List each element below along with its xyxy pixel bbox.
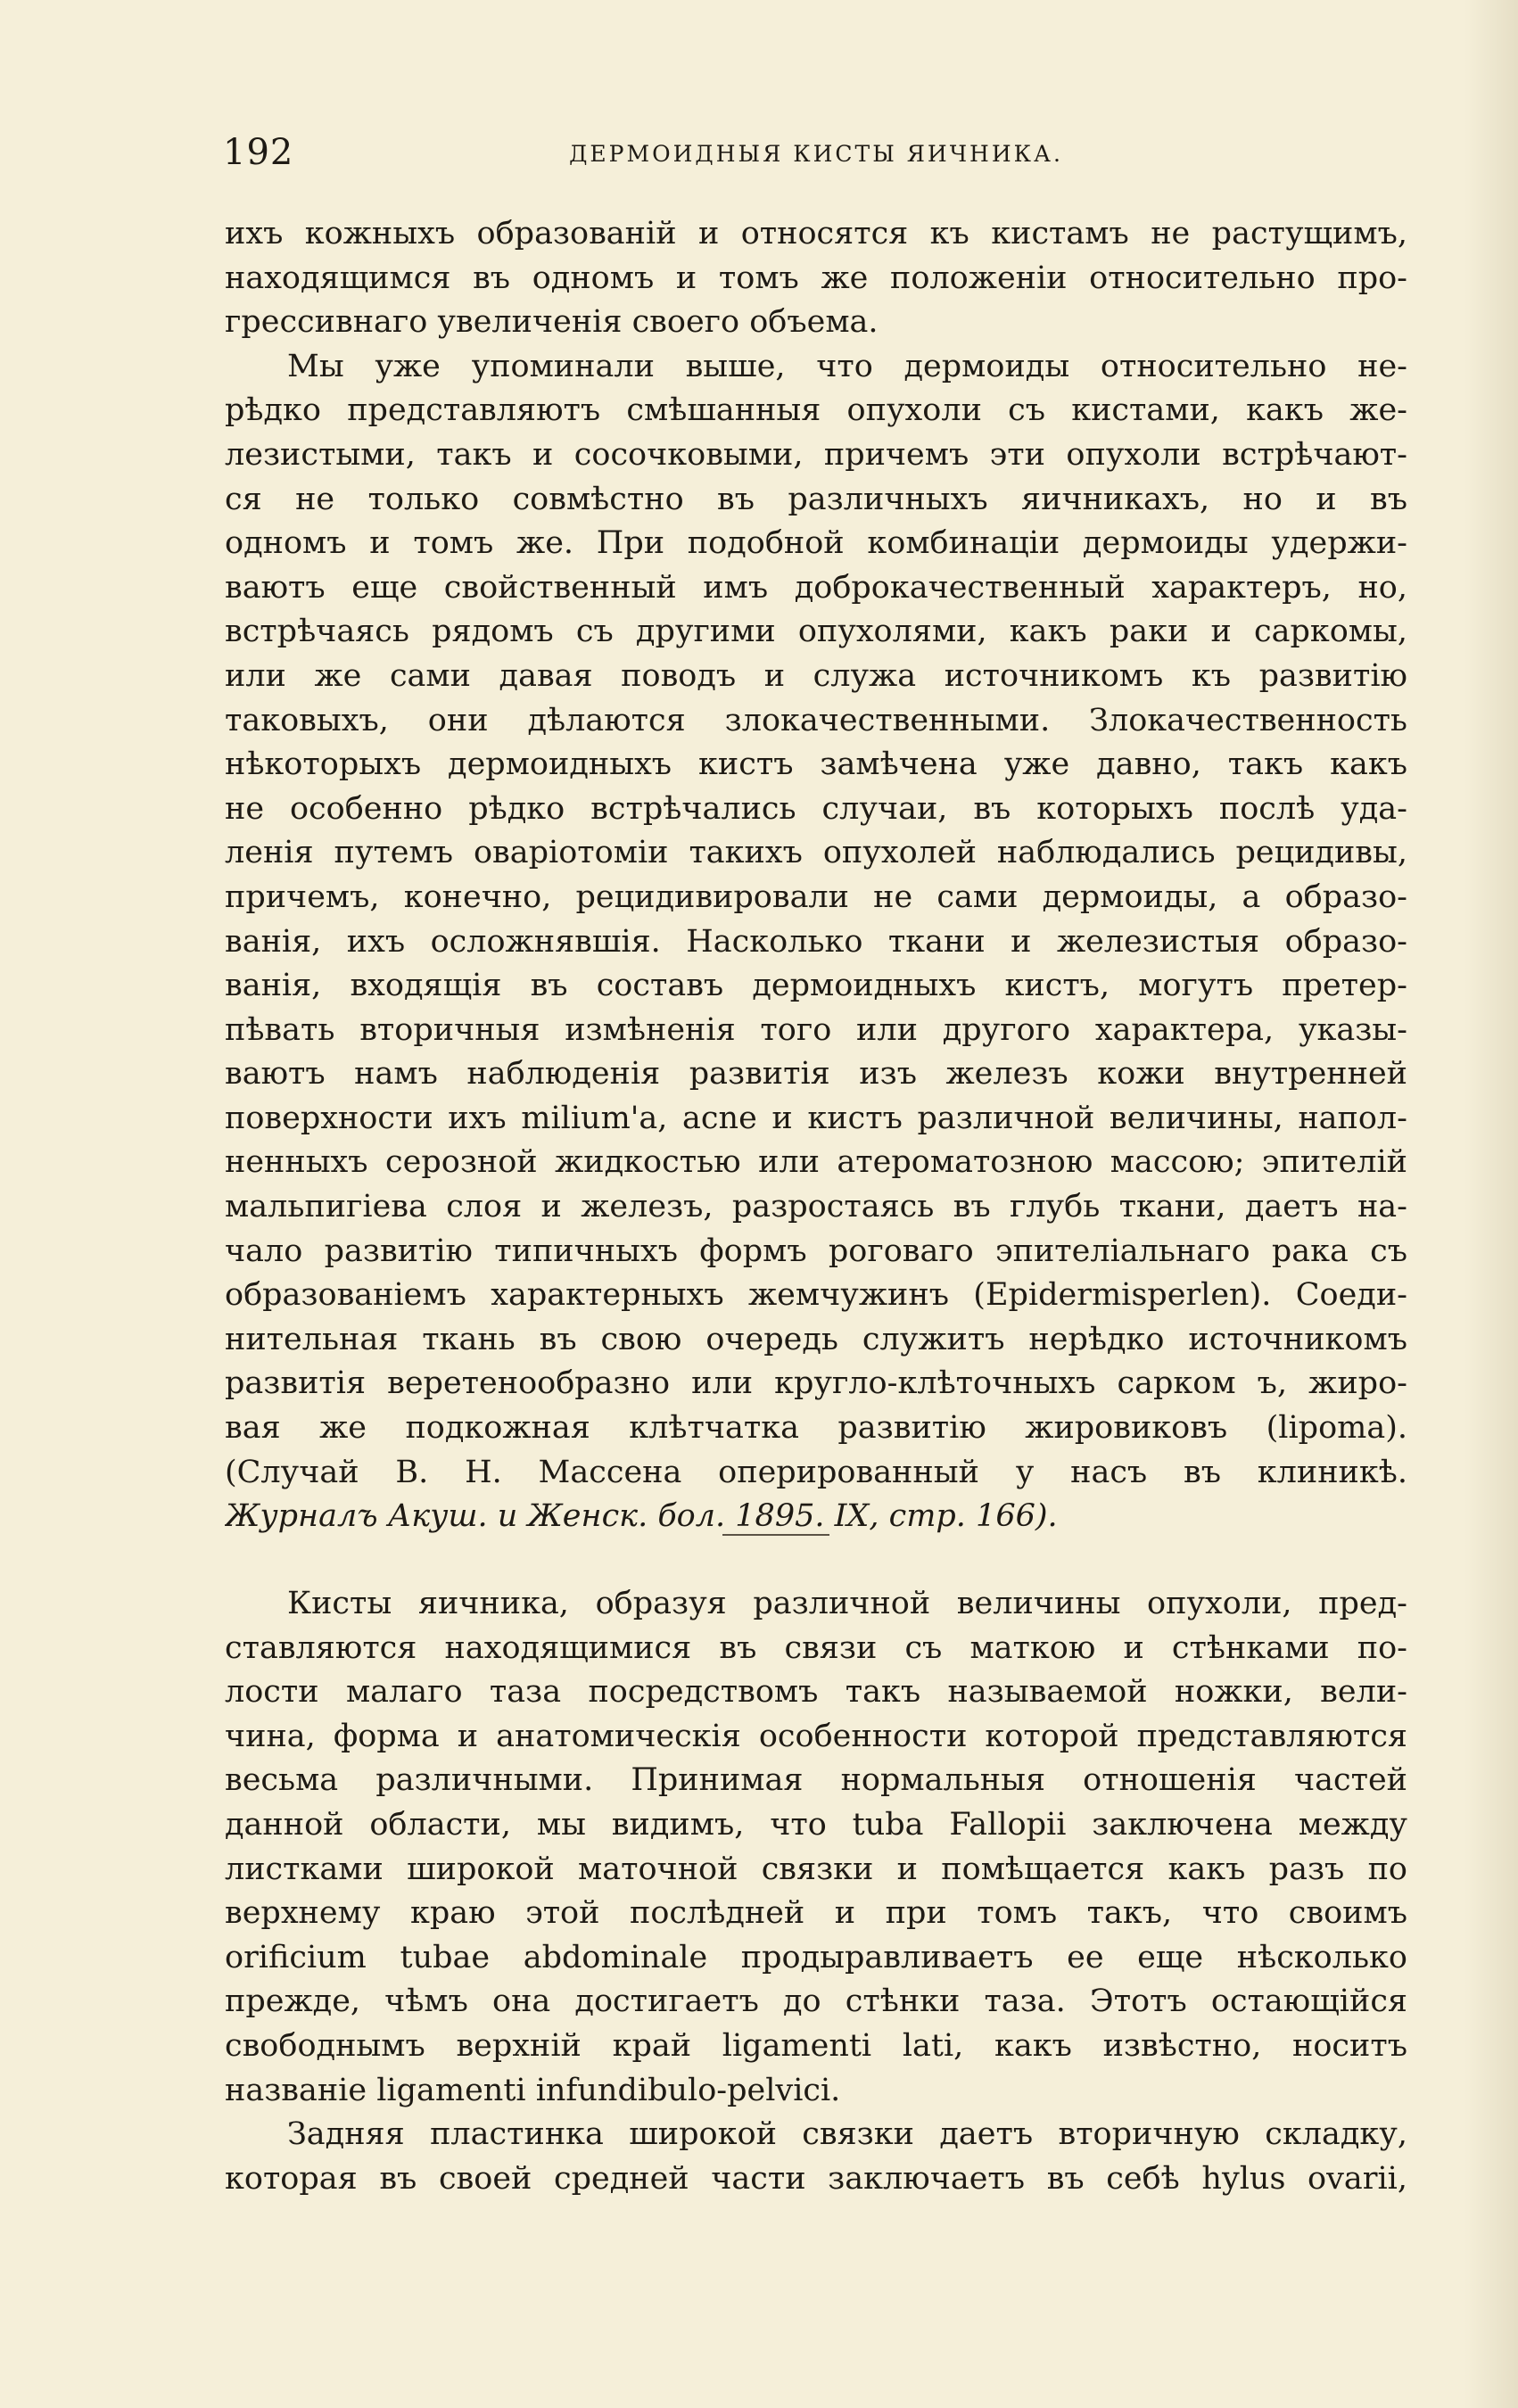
text-line: грессивнаго увеличенія своего объема. — [225, 304, 879, 341]
text-line: не особенно рѣдко встрѣчались случаи, въ которыхъ послѣ уда- — [225, 790, 1407, 827]
text-line: развитія веретенообразно или кругло-клѣточныхъ сарком ъ, жиро- — [225, 1365, 1407, 1402]
text-line: ставляются находящимися въ связи съ маткою и стѣнками по- — [225, 1629, 1407, 1666]
text-line: ненныхъ серозной жидкостью или атероматозною массою; эпителій — [225, 1144, 1407, 1181]
text-line: весьма различными. Принимая нормальныя отношенія частей — [225, 1762, 1407, 1799]
text-line: свободнымъ верхній край ligamenti lati, какъ извѣстно, носитъ — [225, 2027, 1407, 2064]
page-edge-shadow — [1464, 0, 1518, 2408]
text-line: образованіемъ характерныхъ жемчужинъ (Epidermisperlen). Соеди- — [225, 1277, 1407, 1314]
running-title: ДЕРМОИДНЫЯ КИСТЫ ЯИЧНИКА. — [569, 141, 1063, 167]
text-line: ваютъ еще свойственный имъ доброкачественный характеръ, но, — [225, 569, 1407, 606]
text-line: чина, форма и анатомическія особенности которой представляются — [225, 1718, 1407, 1754]
text-line: поверхности ихъ milium'a, acne и кистъ различной величины, напол- — [225, 1100, 1407, 1136]
text-line: прежде, чѣмъ она достигаетъ до стѣнки таза. Этотъ остающійся — [225, 1983, 1407, 2020]
text-section-ovarian-cysts — [225, 1582, 1407, 2201]
text-line: названіе ligamenti infundibulo-pelvici. — [225, 2072, 841, 2108]
text-line: встрѣчаясь рядомъ съ другими опухолями, какъ раки и саркомы, — [225, 614, 1407, 650]
text-line: или же сами давая поводъ и служа источникомъ къ развитію — [225, 657, 1407, 694]
text-line: вая же подкожная клѣтчатка развитію жировиковъ (lipoma). — [225, 1410, 1407, 1447]
text-line: ихъ кожныхъ образованій и относятся къ кистамъ не растущимъ, — [225, 216, 1407, 252]
text-line: лезистыми, такъ и сосочковыми, причемъ эти опухоли встрѣчают- — [225, 436, 1407, 473]
text-line: orificium tubae abdominale продыравливаетъ ее еще нѣсколько — [225, 1939, 1407, 1975]
text-line: ваютъ намъ наблюденія развитія изъ железъ кожи внутренней — [225, 1056, 1407, 1093]
text-line: которая въ своей средней части заключаетъ въ себѣ hylus ovarii, — [225, 2160, 1407, 2197]
text-line: причемъ, конечно, рецидивировали не сами дермоиды, а образо- — [225, 878, 1407, 915]
text-line: ванія, входящія въ составъ дермоидныхъ кистъ, могутъ претер- — [225, 968, 1407, 1004]
text-line: таковыхъ, они дѣлаются злокачественными. Злокачественность — [225, 702, 1407, 738]
text-line: листками широкой маточной связки и помѣщается какъ разъ по — [225, 1851, 1407, 1887]
text-line: ся не только совмѣстно въ различныхъ яичникахъ, но и въ — [225, 481, 1407, 517]
text-line: ленія путемъ оваріотоміи такихъ опухолей наблюдались рецидивы, — [225, 835, 1407, 871]
text-line: ванія, ихъ осложнявшія. Насколько ткани и железистыя образо- — [225, 923, 1407, 960]
text-line: рѣдко представляютъ смѣшанныя опухоли съ кистами, какъ же- — [225, 392, 1407, 429]
text-line: чало развитію типичныхъ формъ роговаго эпителіальнаго рака съ — [225, 1233, 1407, 1269]
text-line: мальпигіева слоя и железъ, разростаясь въ глубь ткани, даетъ на- — [225, 1189, 1407, 1225]
text-line: Кисты яичника, образуя различной величины опухоли, пред- — [287, 1586, 1407, 1621]
text-line: Мы уже упоминали выше, что дермоиды относительно не- — [287, 348, 1407, 384]
text-line: пѣвать вторичныя измѣненія того или другого характера, указы- — [225, 1011, 1407, 1048]
text-line: Задняя пластинка широкой связки даетъ вторичную складку, — [287, 2116, 1407, 2153]
text-line: верхнему краю этой послѣдней и при томъ такъ, что своимъ — [225, 1895, 1407, 1932]
section-divider — [722, 1534, 829, 1536]
running-header — [223, 132, 1409, 177]
text-line: находящимся въ одномъ и томъ же положеніи относительно про- — [225, 260, 1407, 296]
text-line: (Случай В. Н. Массена оперированный у насъ въ клиникѣ. — [225, 1454, 1407, 1490]
text-line: нительная ткань въ свою очередь служитъ нерѣдко источникомъ — [225, 1321, 1407, 1357]
citation-line: Журналъ Акуш. и Женск. бол. 1895. IX, стр. 166). — [225, 1498, 1058, 1535]
text-line: одномъ и томъ же. При подобной комбинаціи дермоиды удержи- — [225, 525, 1407, 562]
text-line: данной области, мы видимъ, что tuba Fallopii заключена между — [225, 1806, 1407, 1843]
page-number: 192 — [223, 132, 294, 173]
text-line: лости малаго таза посредствомъ такъ называемой ножки, вели- — [225, 1674, 1407, 1711]
text-section-dermoid-malignancy — [225, 212, 1407, 1539]
text-line: нѣкоторыхъ дермоидныхъ кистъ замѣчена уже давно, такъ какъ — [225, 746, 1407, 783]
